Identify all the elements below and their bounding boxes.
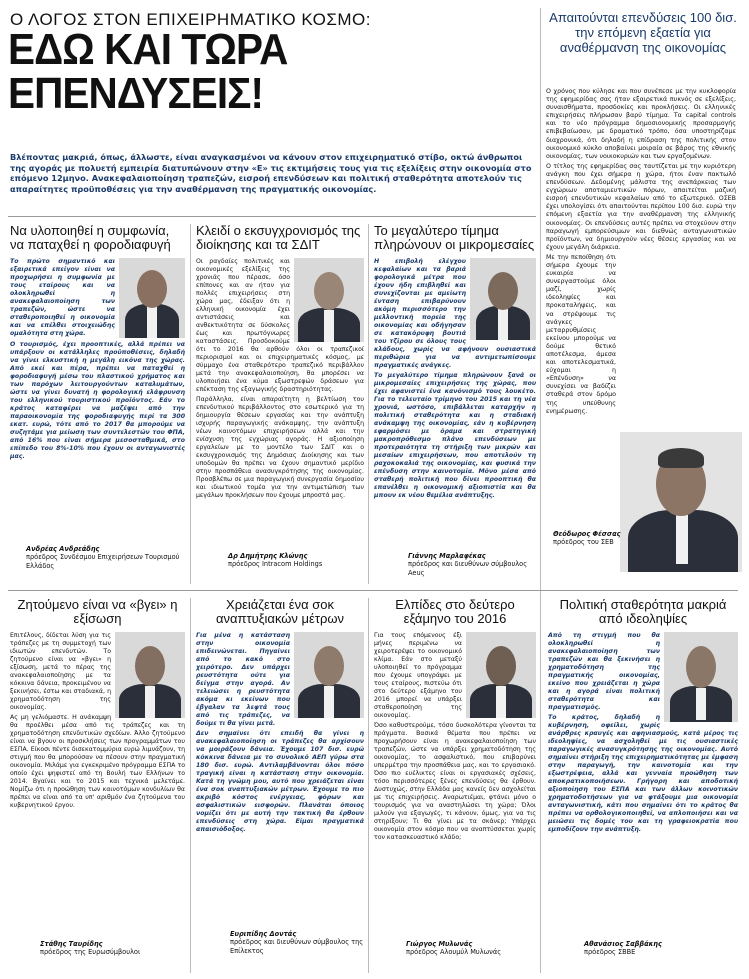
- signature-name: Ανδρέας Ανδρεάδης: [26, 545, 100, 553]
- signature-2: [228, 552, 364, 569]
- section-intro: Το πρώτο σημαντικό και εξαιρετικά επείγον είναι να προχωρήσει η συμφωνία με τους εταίρους και να ολοκληρωθεί η ανακεφαλαιοποίηση των τραπεζών, ώστε να σταθεροποιηθεί η οικονομία και να επέλθει στοιχειώδης ομαλότητα στη χώρα.: [10, 258, 115, 337]
- sidebar-title: Απαιτούνται επενδύσεις 100 δισ. την επόμενη εξαετία για αναθέρμανση της οικονομίας: [549, 10, 737, 55]
- section-body: Το μεγαλύτερο τίμημα πληρώνουν ξανά οι μικρομεσαίες επιχειρήσεις της χώρας, που έχει αφανιστεί ένα κανόνισμό τους λουκέτο. Για το τελευταίο τρίμηνο του 2015 και τη νέα χρονιά, ωστόσο, επιβάλλεται καταρχήν η πολιτική σταθερότητα και η σταδιακή ανάκαμψη της οικονομίας, εάν η κυβέρνηση εφαρμόσει με όραμα και στρατηγική μακροπρόθεσμο πλάνο επενδύσεων με προτεραιότητα τη στήριξη των μικρών και μεσαίων επιχειρήσεων, που αποτελούν τη ραχοκοκαλιά της οικονομίας, και φυσικά την επένδυση στην καινοτομία. Μόνο μέσα από σταθερή πολιτική που δίνει προοπτική θα επανέλθει η οικονομική αξιοπιστία και θα μπουν εκ νέου θεμέλια ανάπτυξης.: [374, 372, 536, 499]
- signature-name: Δρ Δημήτρης Κλώνης: [228, 552, 308, 560]
- portrait-photo: [466, 632, 536, 718]
- column-rule: [190, 224, 191, 584]
- section-title: Να υλοποιηθεί η συμφωνία, να παταχθεί η φοροδιαφυγή: [10, 223, 171, 252]
- portrait-photo: [294, 632, 364, 718]
- signature-role: πρόεδρος του ΣΕΒ: [553, 538, 614, 547]
- section-title: Κλειδί ο εκσυγχρονισμός της διοίκησης και τα ΣΔΙΤ: [196, 223, 361, 252]
- lead-paragraph: Βλέποντας μακριά, όπως, άλλωστε, είναι αναγκασμένοι να κάνουν στον επιχειρηματικό στίβο, οκτώ άνθρωποι της αγοράς με πολυετή εμπειρία διατυπώνουν στην «Ε» τις εκτιμήσεις τους για τις εξελίξεις στην οικονομία στο επόμενο 12μηνο. Ανακεφαλαιοποίηση τραπεζών, εισροή επενδύσεων και πολιτική σταθερότητα αποτελούν τις απαραίτητες προϋποθέσεις για την αναθέρμανση της πραγματικής οικονομίας.: [10, 152, 532, 194]
- opinion-section-5: [196, 598, 364, 834]
- middle-rule: [8, 590, 738, 591]
- section-title: Πολιτική σταθερότητα μακριά από ιδεοληψίες: [559, 597, 727, 626]
- sidebar-paragraph: Ο χρόνος που κύλησε και που συνέπεσε με την κυκλοφορία της εφημερίδας σας ήταν εξαιρετικά πυκνός σε εξελίξεις, συναισθήματα, προσδοκίες και προκλήσεις. Οι ελληνικές επιχειρήσεις πλήρωσαν βαρύ τίμημα. Τα capital controls και το νέο πρόγραμμα δημοσιονομικής προσαρμογής επιβεβαίωσαν, με δραματικό τρόπο, όσα υποστηρίζαμε διαχρονικά, ότι δηλαδή η επίδραση της πολιτικής στον οικονομικό κύκλο αποβαίνει μοιραία σε βάρος της εθνικής οικονομίας, των νοικοκυριών και των εργαζομένων.: [546, 88, 736, 160]
- section-body: Το κράτος, δηλαδή η κυβέρνηση, οφείλει, χωρίς ανάρθρες κραυγές και αφηνιασμούς, κατά μέρος τις ιδεοληψίες, να ασχοληθεί με τις ουσιαστικές παραγωγικές ανασυγκρότησης της οικονομίας. Αυτό σημαίνει στήριξη της επιχειρηματικότητας με έμφαση στην παραγωγή, την καινοτομία και την εξωστρέφεια, αλλά και γενναία προώθηση των αποκρατικοποιήσεων. Γρήγορη και αποδοτική αξιοποίηση του ΕΣΠΑ και των άλλων κοινοτικών χρηματοδοτήσεων για να φτάξουμε μια οικονομία ανταγωνιστική, κάτι που σημαίνει ότι το κράτος θα πρέπει να ορθολογικοποιηθεί, να απλοποιήσει και να μειώσει τις δομές του και τη γραφειοκρατία που εμποδίζουν την ανάπτυξη.: [548, 714, 738, 833]
- signature-4: [40, 940, 185, 957]
- sidebar-body: [546, 88, 736, 418]
- portrait-photo: [664, 632, 738, 722]
- signature-name: Στάθης Ταυρίδης: [40, 940, 103, 948]
- signature-name: Ευριπίδης Δοντάς: [230, 930, 297, 938]
- signature-name: Αθανάσιος Σαββάκης: [584, 940, 662, 948]
- section-intro: Επιτέλους, δίδεται λύση για τις τράπεζες με τη συμμετοχή των ιδιωτών επενδυτών. Το ζητούμενο είναι να «βγει» η εξίσωση, μετά το πέρας της ανακεφαλαιοποίησης με τα κόκκινα δάνεια, προκειμένου να ξεκινήσει, έστω και σταδιακά, η χρηματοδότηση της οικονομίας.: [10, 632, 111, 711]
- signature-role: πρόεδρος Συνδέσμου Επιχειρήσεων Τουρισμού Ελλάδος: [26, 553, 180, 570]
- headline: [8, 25, 486, 118]
- opinion-section-1: [10, 224, 185, 461]
- portrait-photo: [119, 258, 185, 338]
- signature-name: Θεόδωρος Φέσσας: [553, 530, 621, 538]
- signature-role: πρόεδρος της Ευρωσύμβουλοι: [40, 948, 141, 957]
- signature-3: [408, 552, 536, 577]
- opinion-section-6: [374, 598, 536, 842]
- signature-role: πρόεδρος ΣΒΒΕ: [584, 948, 636, 957]
- opinion-section-3: [374, 224, 536, 500]
- portrait-photo: [115, 632, 185, 718]
- section-body: Όσο καθυστερούμε, τόσο δυσκολότερα γίνονται τα πράγματα. Βασικά θέματα που πρέπει να προχωρήσουν είναι η ανακεφαλαιοποίηση των τραπεζών, ώστε να υπάρξει χρηματοδότηση της οικονομίας, το ασφαλιστικό, που επιβαρύνει υπερμέτρα την προσπάθεια μας, και το εργασιακό. Όσο πιο ευέλικτες είναι οι εργασιακές σχέσεις, τόσο περισσότερες ξένες επενδύσεις θα έρθουν. Δυστυχώς, στην Ελλάδα μας κανείς δεν ασχολείται με τις επιχειρήσεις. Αναρωτιέμαι, φτάνει μόνο ο τουρισμός για να αναστηλώσει τη χώρα; Όλοι μιλούν για εξαγωγές, τι κάνουν, όμως, για να τις στηρίξουν; Τι θα γίνει με τα σκάνερ; Υπάρχει οικονομία στον κόσμο που να αναπτύσσεται χωρίς τον κατασκευαστικό κλάδο;: [374, 722, 536, 841]
- section-intro: Για μένα η κατάσταση στην οικονομία επιδεινώνεται. Πηγαίνει από το κακό στο χειρότερο. Δεν υπάρχει ρευστότητα ούτε για δείγμα στην αγορά. Αν τελειώσει η ρευστότητα ακόμα κι εκείνων που έβγαλαν τα λεφτά τους από τις τράπεζες, να δούμε τι θα γίνει μετά.: [196, 632, 290, 727]
- portrait-photo: [294, 258, 364, 342]
- section-title: Χρειάζεται ένα σοκ αναπτυξιακών μέτρων: [215, 597, 345, 626]
- kicker: Ο ΛΟΓΟΣ ΣΤΟΝ ΕΠΙΧΕΙΡΗΜΑΤΙΚΟ ΚΟΣΜΟ:: [10, 10, 371, 29]
- column-rule: [540, 8, 541, 973]
- section-title: Ελπίδες στο δεύτερο εξάμηνο του 2016: [395, 597, 515, 626]
- headline-line-1: ΕΔΩ ΚΑΙ ΤΩΡΑ: [8, 25, 288, 74]
- sidebar-signature: [553, 530, 633, 547]
- portrait-photo: [470, 258, 536, 340]
- sidebar-portrait-photo: [620, 432, 742, 572]
- section-intro: Για τους επόμενους έξι μήνες περιμένω να χειροτερέψει το οικονομικό κλίμα. Εάν στο μεταξύ υλοποιηθεί το πρόγραμμα που έχουμε υπογράψει με τους εταίρους, πιστεύω ότι στο δεύτερο εξάμηνο του 2016 μπορεί να υπάρξει σταθεροποίηση της οικονομίας.: [374, 632, 462, 719]
- headline-line-2: ΕΠΕΝΔΥΣΕΙΣ!: [8, 69, 264, 118]
- opinion-section-7: [548, 598, 738, 834]
- section-intro: Η επιβολή ελέγχου κεφαλαίων και τα βαριά φορολογικά μέτρα που έχουν ήδη επιβληθεί και συνεχίζονται με αμείωτη ένταση επιβαρύνουν ακόμη περισσότερο την μελλοντική πορεία της οικονομίας και οδήγησαν σε κατακόρυφη βουτιά του τζίρου σε όλους τους κλάδους, χωρίς να αφήνουν ουσιαστικά περιθώρια για να αντιμετωπίσουμε πραγματικές ανάγκες.: [374, 258, 536, 369]
- section-intro: Από τη στιγμή που θα ολοκληρωθεί η ανακεφαλαιοποίηση των τραπεζών και θα ξεκινήσει η χρηματοδότηση της πραγματικής οικονομίας, εκείνο που χρειάζεται η χώρα και η αγορά είναι πολιτική σταθερότητα και πραγματισμός.: [548, 632, 660, 711]
- section-body: Δεν σημαίνει ότι επειδή θα γίνει η ανακεφαλαιοποίηση οι τράπεζες θα αρχίσουν να μοιράζουν δάνεια. Έχουμε 107 δισ. ευρώ κόκκινα δάνεια με το συνολικό ΑΕΠ γύρω στα 180 δισ. ευρώ. Αντιλαμβάνονται όλοι πόσο τραγική είναι η κατάσταση στην οικονομία. Κατά τη γνώμη μου, αυτό που χρειάζεται είναι ένα σοκ αναπτυξιακών μέτρων. Έχουμε το πιο ακριβό κόστος ενέργειας, φόρων και ασφαλιστικών εισφορών. Πλανάται όποιος νομίζει ότι με αυτή την τακτική θα έρθουν επενδύσεις στη χώρα. Είμαι πραγματικά απαισιόδοξος.: [196, 730, 364, 833]
- signature-role: πρόεδρος και διευθύνων σύμβουλος της Επίλεκτος: [230, 938, 364, 955]
- signature-name: Γιώργος Μυλωνάς: [406, 940, 473, 948]
- column-rule: [368, 224, 369, 584]
- signature-role: πρόεδρος και διευθύνων σύμβουλος Aeuς: [408, 560, 528, 577]
- section-body: Ο τουρισμός, έχει προοπτικές, αλλά πρέπει να υπάρξουν οι κατάλληλες προϋποθέσεις, δηλαδή να γίνει ελκυστική η μεγάλη εικόνα της χώρας. Από εκεί και πέρα, πρέπει να παταχθεί η φοροδιαφυγή μέσω του πλαστικού χρήματος και των παρόχων λειτουργούντων καταλυμάτων, ώστε να γίνει δυνατή η φορολογική ελάφρυνση του ελληνικού τουριστικού προϊόντος. Εάν το κράτος καταφέρει να μαζέψει από την παραοικονομία της φοροδιαφυγής περί τα 300 εκατ. ευρώ, τότε από το 2017 θα μπορούμε να συζητάμε για μείωση των συντελεστών του ΦΠΑ, από 16% που είναι σήμερα μεσοσταθμικά, στο επίπεδο του 8%-10% που έχουν οι ανταγωνιστές μας.: [10, 341, 185, 460]
- signature-name: Γιάννης Μαρλαφέκας: [408, 552, 486, 560]
- section-title: Το μεγαλύτερο τίμημα πληρώνουν οι μικρομεσαίες: [374, 223, 535, 252]
- sidebar-paragraph: Ο τίτλος της εφημερίδας σας ταυτίζεται με την κυριότερη ανάγκη που έχει σήμερα η χώρα, ήτοι έναν πακτωλό επενδύσεων. Δεδομένης μάλιστα της ανεπάρκειας των εγχώριων αποταμιευτικών πόρων, απαιτείται μαζική εισροή επενδυτικών κεφαλαίων από το εξωτερικό. ΟΣΕΒ έχει υπολογίσει ότι απαιτούνται περίπου 100 δισ. ευρώ την επόμενη εξαετία για την αναθέρμανση της ελληνικής οικονομίας. Οι επενδύσεις αυτές πρέπει να στοχεύουν στην παραγωγή εμπορεύσιμων και διεθνώς ανταγωνιστικών προϊόντων, να δημιουργούν νέες θέσεις εργασίας και να έχουν μεγάλη διάρκεια.: [546, 162, 736, 251]
- signature-1: [26, 545, 186, 570]
- opinion-section-4: [10, 598, 185, 810]
- top-rule: [8, 216, 536, 217]
- section-intro: Οι ραγδαίες πολιτικές και οικονομικές εξελίξεις της χρονιάς που πέρασε, όσο επίπονες και αν ήταν για πολλές επιχειρήσεις στη χώρα μας, έδειξαν ότι η ελληνική οικονομία έχει αντιστάσεις και ανθεκτικότητα σε δύσκολες έως και πρωτόγνωρες καταστάσεις. Προσδοκούμε ότι το 2016 θα αρθούν όλοι οι τραπεζικοί περιορισμοί και οι επιχειρηματικές κόσμος, με σύμμαχο ένα σταθερότερο τραπεζικό περιβάλλον μετά την ανακεφαλαιοποίηση, θα μπορέσει να υλοποιήσει ένα κύμα εξωστρεφών δράσεων για επέκταση της εξαγωγικής δραστηριότητας.: [196, 258, 364, 393]
- sidebar-paragraph: Με την πεποίθηση ότι σήμερα έχουμε την ευκαιρία να συνεργαστούμε όλοι μαζί, χωρίς ιδεοληψίες και προκαταλήψεις, και να στρέψουμε τις ανάγκες μεταρρυθμίσεις εκείνου μπορούμε να δούμε θετικό αποτέλεσμα, άμεσα και αποτελεσματικά, εύχομαι η «Επένδυση» να συνεχίσει να βαδίζει σταθερά στον δρόμο της υπεύθυνης ενημέρωσης.: [546, 253, 616, 415]
- column-rule: [190, 598, 191, 973]
- section-body: Παράλληλα, είναι απαραίτητη η βελτίωση του επενδυτικού περιβάλλοντος στο εσωτερικό για τη δημιουργία θέσεων εργασίας και την ανάπτυξη ισχυρής παραγωγικής ανάκαμψης, την ανάπτυξη νέων καινοτόμων επιχειρήσεων αλλά και την ενίσχυση της εγχώριας αγοράς. Η αξιοποίηση εργαλείων με το μοντέλο των ΣΔΙΤ και ο εκσυγχρονισμός της Δημόσιας Διοίκησης και των υποδομών θα πρέπει να έχουν σημαντικό μερίδιο στην προσπάθεια ανασυγκρότησης της οικονομίας. Προσβλέπω σε μια παραγωγική συνεργασία δημοσίου και ιδιωτικού τομέα για την αντιμετώπιση των μεγάλων προκλήσεων που έχουμε μπροστά μας.: [196, 396, 364, 499]
- section-title: Ζητούμενο είναι να «βγει» η εξίσωση: [17, 597, 178, 626]
- signature-7: [584, 940, 738, 957]
- signature-5: [230, 930, 364, 955]
- signature-6: [406, 940, 536, 957]
- opinion-section-2: [196, 224, 364, 500]
- signature-role: πρόεδρος Intracom Holdings: [228, 560, 323, 569]
- signature-role: πρόεδρος Αλουμύλ Μυλωνάς: [406, 948, 502, 957]
- section-body: Ας μη γελιόμαστε. Η ανάκαμψη θα προέλθει μέσα από τις τράπεζες και τη χρηματοδότηση επενδυτικών σχεδίων. Άλλο ζητούμενο είναι να βγουν οι προσκλήσεις των προγραμμάτων του ΕΣΠΑ. Είκοσι πέντε δισεκατομμύρια ευρώ λιμνάζουν, τη στιγμή που θα μπορούσαν να πέσουν στην πραγματική οικονομία. Μιλάμε για εγκεκριμένο πρόγραμμα ΕΣΠΑ το οποίο έχει ψηφιστεί από τη Βουλή των Ελλήνων το 2014. Βγαίνει και το 2015 και τεχνικά μελετάμε. Νομίζω ότι η προώθηση των καινοτόμων κονδυλίων θα πρέπει να είναι από τα υπ' αριθμόν ένα ζητούμενα του κυβερνητικού έργου.: [10, 714, 185, 809]
- column-rule: [368, 598, 369, 973]
